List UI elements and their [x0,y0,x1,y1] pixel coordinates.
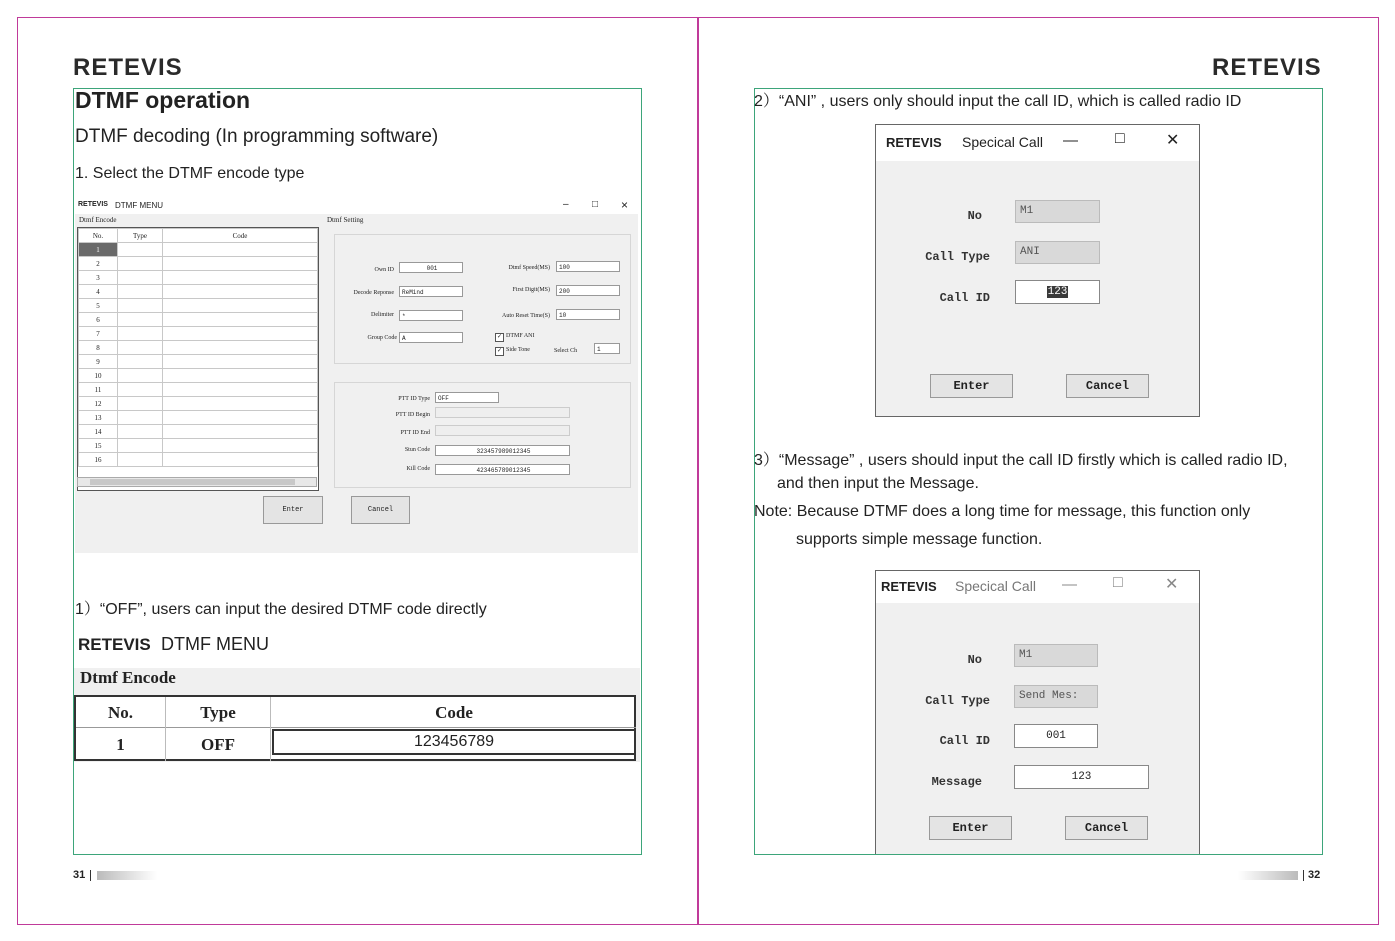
table-row[interactable] [79,327,318,341]
zoom-row-no: 1 [116,735,125,754]
call-type-select[interactable]: ANI [1015,241,1100,264]
type-cell[interactable] [118,425,163,439]
type-cell[interactable] [118,299,163,313]
code-cell[interactable] [163,411,318,425]
speed-select[interactable]: 100 [556,261,620,272]
table-row[interactable] [79,355,318,369]
table-row[interactable] [79,285,318,299]
right-footer-bar [1303,870,1304,881]
cancel-button[interactable]: Cancel [351,496,410,524]
code-cell[interactable] [163,439,318,453]
enter-button[interactable]: Enter [263,496,323,524]
zoom-title: DTMF MENU [161,634,269,654]
row-number: 2 [79,257,118,271]
minimize-icon[interactable]: — [1063,132,1078,149]
cancel-button[interactable]: Cancel [1065,816,1148,840]
decode-label: Decode Reponse [353,290,394,296]
step-off-text: 1）“OFF”, users can input the desired DTMF code directly [75,601,487,618]
row-number: 13 [79,411,118,425]
no-select[interactable]: M1 [1014,644,1098,667]
row-number: 3 [79,271,118,285]
page-heading: DTMF operation [75,87,251,113]
auto-reset-select[interactable]: 10 [556,309,620,320]
delimiter-select[interactable]: * [399,310,463,321]
row-number: 12 [79,397,118,411]
code-cell[interactable] [163,397,318,411]
stun-label: Stun Code [404,447,430,453]
right-footer-gradient [1238,871,1298,880]
zoom-col-type: Type [200,703,236,722]
row-number: 15 [79,439,118,453]
side-tone-checkbox[interactable]: ✓ [496,348,503,354]
cancel-button[interactable]: Cancel [1066,374,1149,398]
encode-group-label: Dtmf Encode [79,216,117,224]
no-label: No [967,653,982,667]
brand-logo-right: RETEVIS [1212,54,1322,81]
ptt-begin-field[interactable] [435,407,570,418]
call-id-field[interactable] [1015,280,1100,304]
zoom-col-code: Code [435,703,473,722]
table-row[interactable] [79,299,318,313]
encode-table [78,228,318,467]
call-type-select[interactable]: Send Mes: [1014,685,1098,708]
zoom-row-code[interactable]: 123456789 [272,729,636,755]
section-subheading: DTMF decoding (In programming software) [75,126,439,147]
table-row[interactable] [79,383,318,397]
row-number: 1 [79,243,118,257]
dialog-title: Specical Call [962,134,1043,150]
row-number: 6 [79,313,118,327]
maximize-icon[interactable]: □ [592,199,599,210]
speed-label: Dtmf Speed(MS) [508,265,550,271]
auto-reset-label: Auto Reset Time(S) [501,313,550,319]
call-type-label: Call Type [925,250,990,264]
code-cell[interactable] [163,271,318,285]
left-page-number: 31 [73,869,86,881]
special-call-dialog-ani [875,124,1200,417]
enter-button[interactable]: Enter [929,816,1012,840]
type-cell[interactable] [118,257,163,271]
type-cell[interactable] [118,313,163,327]
type-cell[interactable] [118,369,163,383]
close-icon[interactable]: ✕ [1166,132,1180,149]
code-cell[interactable] [163,453,318,467]
ptt-end-field[interactable] [435,425,570,436]
close-icon[interactable]: ✕ [1165,576,1179,593]
note-text-line1: Note: Because DTMF does a long time for message, this function only [754,503,1251,520]
row-number: 7 [79,327,118,341]
dialog-titlebar [876,125,1199,161]
message-field[interactable]: 123 [1014,765,1149,789]
group-code-select[interactable]: A [399,332,463,343]
first-digit-select[interactable]: 200 [556,285,620,296]
close-icon[interactable]: × [621,198,629,212]
note-text-line2: supports simple message function. [796,531,1043,548]
scrollbar-thumb[interactable] [90,479,295,485]
col-no: No. [79,229,118,243]
message-text-line2: and then input the Message. [777,475,979,492]
table-row[interactable] [79,411,318,425]
maximize-icon[interactable]: □ [1115,130,1125,147]
code-cell[interactable] [163,313,318,327]
col-code: Code [163,229,318,243]
first-digit-label: First Digit(MS) [512,287,550,293]
type-cell[interactable] [118,383,163,397]
ptt-type-select[interactable]: OFF [435,392,499,403]
brand-logo-left: RETEVIS [73,54,183,81]
row-number: 10 [79,369,118,383]
zoom-divider-h [76,727,636,728]
zoom-group-label: Dtmf Encode [80,668,176,687]
select-ch-label: Select Ch [554,348,578,354]
row-number: 4 [79,285,118,299]
no-select[interactable]: M1 [1015,200,1100,223]
code-cell[interactable] [163,285,318,299]
table-row[interactable] [79,313,318,327]
message-label: Message [931,775,982,789]
own-id-field[interactable]: 001 [399,262,463,273]
row-number: 16 [79,453,118,467]
ptt-begin-label: PTT ID Begin [395,412,430,418]
zoom-logo: RETEVIS [78,635,151,654]
window-title: DTMF MENU [115,201,163,210]
ani-text: 2）“ANI” , users only should input the call ID, which is called radio ID [754,93,1242,110]
delimiter-label: Delimiter [371,312,394,318]
table-row[interactable] [79,425,318,439]
dtmf-ani-label: DTMF ANI [506,333,535,339]
zoom-col-no: No. [107,703,134,722]
row-number: 8 [79,341,118,355]
setting-group-label: Dtmf Setting [327,216,364,224]
left-footer-gradient [97,871,157,880]
type-cell[interactable] [118,327,163,341]
call-id-label: Call ID [939,291,990,305]
table-row[interactable] [79,257,318,271]
table-row[interactable] [79,341,318,355]
dtmf-menu-window [75,198,638,553]
type-cell[interactable] [118,285,163,299]
window-logo: RETEVIS [78,201,108,208]
call-type-label: Call Type [925,694,990,708]
table-row[interactable] [79,439,318,453]
group-code-label: Group Code [367,335,397,341]
row-number: 14 [79,425,118,439]
table-row[interactable] [79,369,318,383]
kill-label: Kill Code [406,466,430,472]
type-cell[interactable] [118,411,163,425]
dialog-logo: RETEVIS [886,135,942,150]
type-cell[interactable] [118,271,163,285]
ptt-type-label: PTT ID Type [398,396,430,402]
step-1-text: 1. Select the DTMF encode type [75,165,305,182]
code-cell[interactable] [163,299,318,313]
kill-field[interactable]: 423465789012345 [435,464,570,475]
code-cell[interactable] [163,355,318,369]
no-label: No [967,209,982,223]
stun-field[interactable]: 323457989012345 [435,445,570,456]
minimize-icon[interactable]: – [563,199,569,210]
decode-select[interactable]: ReMind [399,286,463,297]
code-cell[interactable] [163,425,318,439]
type-cell[interactable] [118,355,163,369]
code-cell[interactable] [163,327,318,341]
right-page-number: 32 [1308,869,1321,881]
encode-table-wrapper [77,227,319,491]
own-id-label: Own ID [374,267,394,273]
table-row[interactable] [79,243,318,257]
dialog-title: Specical Call [955,578,1036,594]
zoom-row-type: OFF [201,735,235,754]
ptt-end-label: PTT ID End [400,430,430,436]
code-cell[interactable] [163,383,318,397]
select-ch-stepper[interactable]: 1 [594,343,620,354]
side-tone-label: Side Tone [506,347,530,353]
setting-panel-top [334,234,631,364]
window-titlebar [75,198,638,214]
code-cell[interactable] [163,257,318,271]
table-row[interactable] [79,453,318,467]
code-cell[interactable] [163,243,318,257]
zoom-divider-v2 [270,697,271,761]
message-text-line1: 3）“Message” , users should input the call ID firstly which is called radio ID, [754,452,1288,469]
maximize-icon[interactable]: □ [1113,574,1123,591]
call-id-label: Call ID [939,734,990,748]
enter-button[interactable]: Enter [930,374,1013,398]
horizontal-scrollbar[interactable] [77,477,317,487]
call-id-value: 123 [1047,286,1068,298]
left-footer-bar [90,870,91,881]
zoom-table [74,695,636,761]
type-cell[interactable] [118,243,163,257]
type-cell[interactable] [118,439,163,453]
table-header-row [79,229,318,243]
dialog-logo: RETEVIS [881,579,937,594]
type-cell[interactable] [118,341,163,355]
minimize-icon[interactable]: — [1062,576,1077,593]
col-type: Type [118,229,163,243]
type-cell[interactable] [118,397,163,411]
row-number: 5 [79,299,118,313]
row-number: 9 [79,355,118,369]
special-call-dialog-message [875,570,1200,854]
code-cell[interactable] [163,341,318,355]
row-number: 11 [79,383,118,397]
dialog-titlebar [876,571,1199,603]
call-id-field[interactable]: 001 [1014,724,1098,748]
table-row[interactable] [79,397,318,411]
table-row[interactable] [79,271,318,285]
code-cell[interactable] [163,369,318,383]
type-cell[interactable] [118,453,163,467]
dtmf-ani-checkbox[interactable]: ✓ [496,334,503,340]
